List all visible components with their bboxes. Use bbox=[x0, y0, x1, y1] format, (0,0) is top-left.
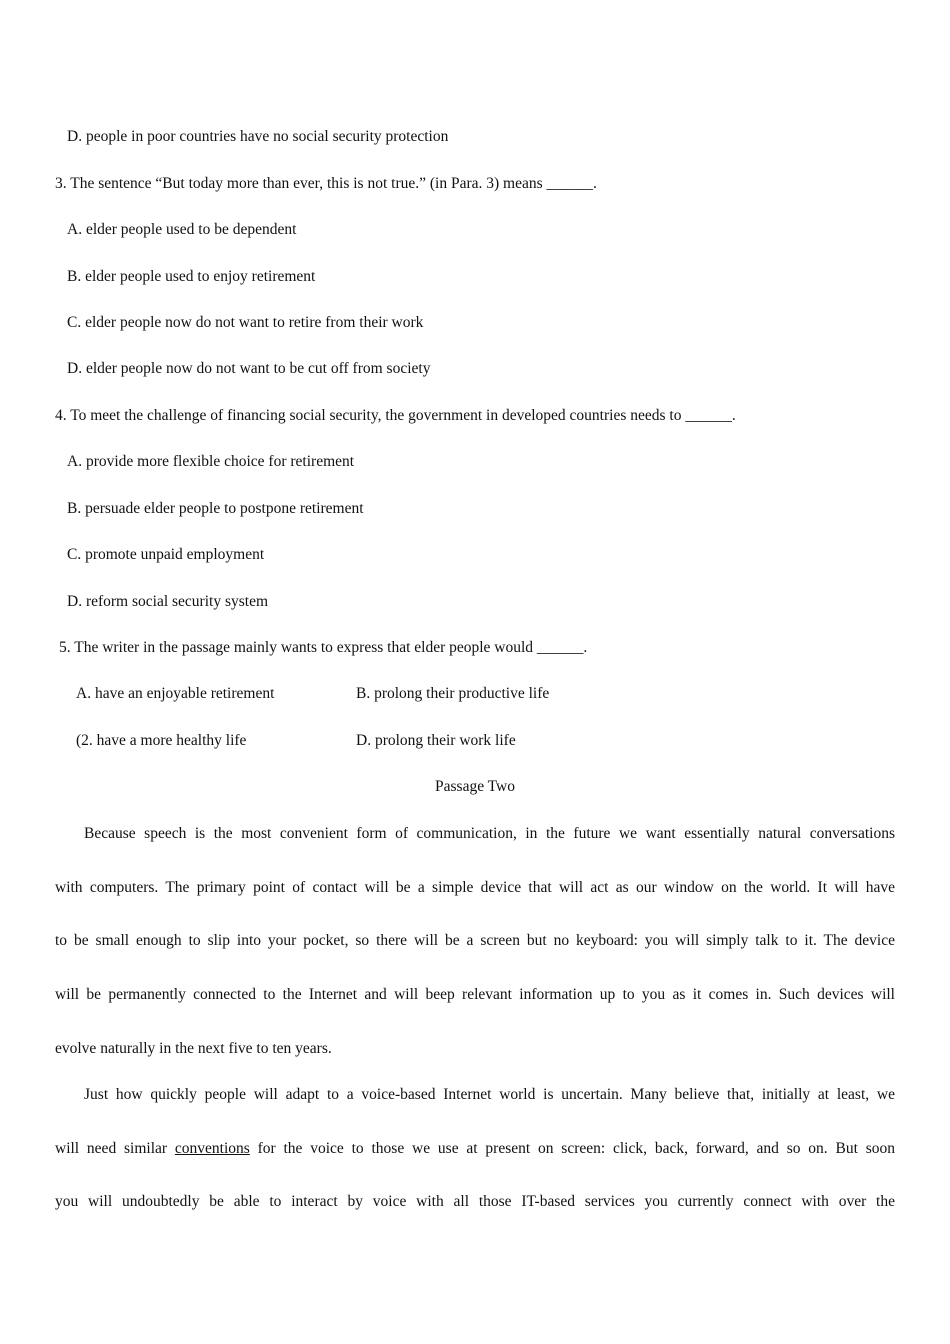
q3-option-d: D. elder people now do not want to be cut off from society bbox=[67, 360, 431, 377]
passage-two-title: Passage Two bbox=[435, 778, 515, 795]
q3-option-a: A. elder people used to be dependent bbox=[67, 221, 297, 238]
q5-option-a: A. have an enjoyable retirement bbox=[76, 685, 275, 702]
q3-option-c: C. elder people now do not want to retire from their work bbox=[67, 314, 424, 331]
passage-two-para2-line3: you will undoubtedly be able to interact by voice with all those IT-based services you currently connect with over the bbox=[55, 1193, 895, 1210]
q5-option-d: D. prolong their work life bbox=[356, 732, 516, 749]
q4-option-c: C. promote unpaid employment bbox=[67, 546, 265, 563]
passage-two-para2-line1: Just how quickly people will adapt to a voice-based Internet world is uncertain. Many believe that, initially at least, we bbox=[84, 1086, 895, 1103]
q4-option-a: A. provide more flexible choice for retirement bbox=[67, 453, 355, 470]
passage-two-para1-line5: evolve naturally in the next five to ten years. bbox=[55, 1040, 332, 1057]
q3-stem: 3. The sentence “But today more than ever, this is not true.” (in Para. 3) means ______. bbox=[55, 175, 597, 192]
underlined-word-conventions: conventions bbox=[174, 1140, 250, 1157]
q2-option-d: D. people in poor countries have no social security protection bbox=[67, 128, 449, 145]
q4-option-d: D. reform social security system bbox=[67, 593, 269, 610]
passage-two-para1-line3: to be small enough to slip into your pocket, so there will be a screen but no keyboard: you will simply talk to it. The device bbox=[55, 932, 895, 949]
q5-option-c: (2. have a more healthy life bbox=[76, 732, 247, 749]
passage-two-para1-line2: with computers. The primary point of contact will be a simple device that will act as our window on the world. It will have bbox=[55, 879, 895, 896]
passage-two-para1-line1: Because speech is the most convenient form of communication, in the future we want essentially natural conversations bbox=[84, 825, 895, 842]
q5-stem: 5. The writer in the passage mainly wants to express that elder people would ______. bbox=[59, 639, 588, 656]
passage-two-para1-line4: will be permanently connected to the Internet and will beep relevant information up to you as it comes in. Such devices will bbox=[55, 986, 895, 1003]
para2-line2-start: will need similar bbox=[55, 1140, 175, 1157]
q4-stem: 4. To meet the challenge of financing social security, the government in developed countries needs to ______. bbox=[55, 407, 736, 424]
q3-option-b: B. elder people used to enjoy retirement bbox=[67, 268, 316, 285]
passage-two-para2-line2 bbox=[55, 1139, 895, 1159]
para2-line2-end: for the voice to those we use at present on screen: click, back, forward, and so on. But soon bbox=[249, 1140, 895, 1157]
q5-option-b: B. prolong their productive life bbox=[356, 685, 550, 702]
q4-option-b: B. persuade elder people to postpone retirement bbox=[67, 500, 364, 517]
